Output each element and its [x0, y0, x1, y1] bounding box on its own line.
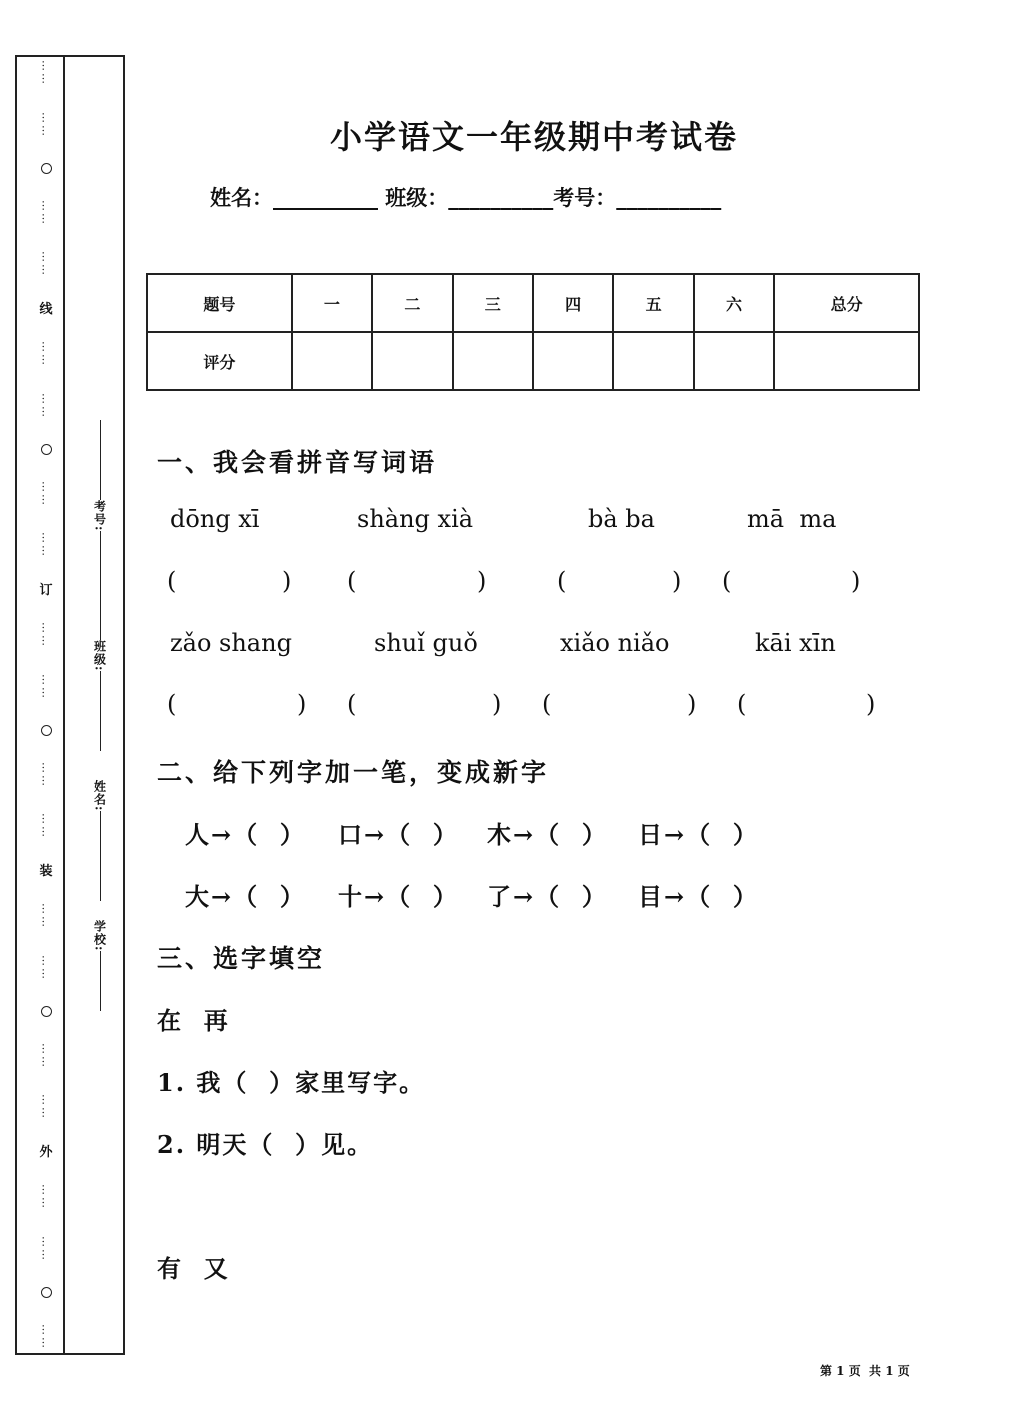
answer-paren-open: (: [722, 567, 732, 595]
section3-title: 三、选字填空: [157, 944, 326, 973]
answer-paren-close: ): [492, 690, 502, 718]
binding-hole: [41, 1287, 52, 1298]
section1-title: 一、我会看拼音写词语: [157, 448, 438, 477]
binding-hole: [41, 444, 52, 455]
answer-paren-open: (: [347, 690, 357, 718]
add-stroke-item: 木→（ ）: [487, 820, 608, 849]
answer-paren-open: (: [167, 567, 177, 595]
answer-paren-close: ): [687, 690, 697, 718]
score-cell[interactable]: [292, 332, 372, 390]
binding-hole: [41, 163, 52, 174]
binding-field-class[interactable]: 班级:: [80, 620, 120, 751]
student-info-line[interactable]: 姓名：__________ 班级：__________考号：__________: [210, 185, 722, 210]
binding-cut-line: …… …… …… …… 线 …… …… …… …… 订 …… …… …… …… 装 …… …… …… …… 外 …… …… ……: [39, 60, 53, 1350]
binding-char-xian: 线: [39, 301, 53, 317]
binding-char-ding: 订: [39, 582, 53, 598]
add-stroke-item: 大→（ ）: [185, 882, 306, 911]
score-row-label: 评分: [147, 332, 292, 390]
binding-char-zhuang: 装: [39, 863, 53, 879]
score-header-cell: 五: [613, 274, 693, 332]
score-header-cell: 三: [453, 274, 533, 332]
add-stroke-item: 日→（ ）: [638, 820, 759, 849]
pinyin-word: shuǐ guǒ: [374, 629, 478, 657]
binding-hole: [41, 1006, 52, 1017]
choice-pair: 在 再: [157, 1006, 230, 1035]
fill-question: 1. 我（ ）家里写字。: [157, 1068, 426, 1097]
score-table-score-row: [147, 332, 919, 390]
fill-question: 2. 明天（ ）见。: [157, 1130, 374, 1159]
answer-paren-close: ): [282, 567, 292, 595]
score-table: [146, 273, 920, 391]
answer-paren-open: (: [542, 690, 552, 718]
score-cell[interactable]: [694, 332, 774, 390]
choice-pair: 有 又: [157, 1254, 230, 1283]
answer-paren-close: ): [477, 567, 487, 595]
binding-hole: [41, 725, 52, 736]
pinyin-word: bà ba: [588, 505, 655, 533]
pinyin-word: xiǎo niǎo: [560, 629, 670, 657]
answer-paren-open: (: [557, 567, 567, 595]
binding-field-exam-number[interactable]: 考号:: [80, 420, 120, 621]
page-title: 小学语文一年级期中考试卷: [329, 118, 738, 156]
score-cell[interactable]: [774, 332, 919, 390]
answer-paren-close: ): [672, 567, 682, 595]
score-header-cell: 题号: [147, 274, 292, 332]
binding-divider: [63, 55, 65, 1355]
answer-paren-open: (: [167, 690, 177, 718]
add-stroke-item: 十→（ ）: [338, 882, 459, 911]
answer-paren-close: ): [851, 567, 861, 595]
pinyin-word: mā ma: [747, 505, 837, 533]
score-cell[interactable]: [613, 332, 693, 390]
answer-paren-close: ): [297, 690, 307, 718]
pinyin-word: shàng xià: [357, 505, 474, 533]
pinyin-word: zǎo shang: [170, 629, 292, 657]
score-header-cell: 一: [292, 274, 372, 332]
answer-paren-open: (: [347, 567, 357, 595]
binding-field-name[interactable]: 姓名:: [80, 780, 120, 901]
score-header-cell: 总分: [774, 274, 919, 332]
add-stroke-item: 目→（ ）: [638, 882, 759, 911]
score-header-cell: 二: [372, 274, 452, 332]
score-cell[interactable]: [533, 332, 613, 390]
pinyin-word: kāi xīn: [755, 629, 836, 657]
binding-field-school[interactable]: 学校:: [80, 920, 120, 1011]
section2-title: 二、给下列字加一笔，变成新字: [157, 758, 550, 787]
add-stroke-item: 人→（ ）: [185, 820, 306, 849]
score-header-cell: 四: [533, 274, 613, 332]
binding-char-wai: 外: [39, 1144, 53, 1160]
add-stroke-item: 了→（ ）: [487, 882, 608, 911]
score-cell[interactable]: [453, 332, 533, 390]
score-header-cell: 六: [694, 274, 774, 332]
page-number: 第 1 页 共 1 页: [820, 1364, 910, 1378]
answer-paren-open: (: [737, 690, 747, 718]
score-cell[interactable]: [372, 332, 452, 390]
score-table-header-row: [147, 274, 919, 332]
answer-paren-close: ): [866, 690, 876, 718]
add-stroke-item: 口→（ ）: [338, 820, 459, 849]
pinyin-word: dōng xī: [170, 505, 260, 533]
